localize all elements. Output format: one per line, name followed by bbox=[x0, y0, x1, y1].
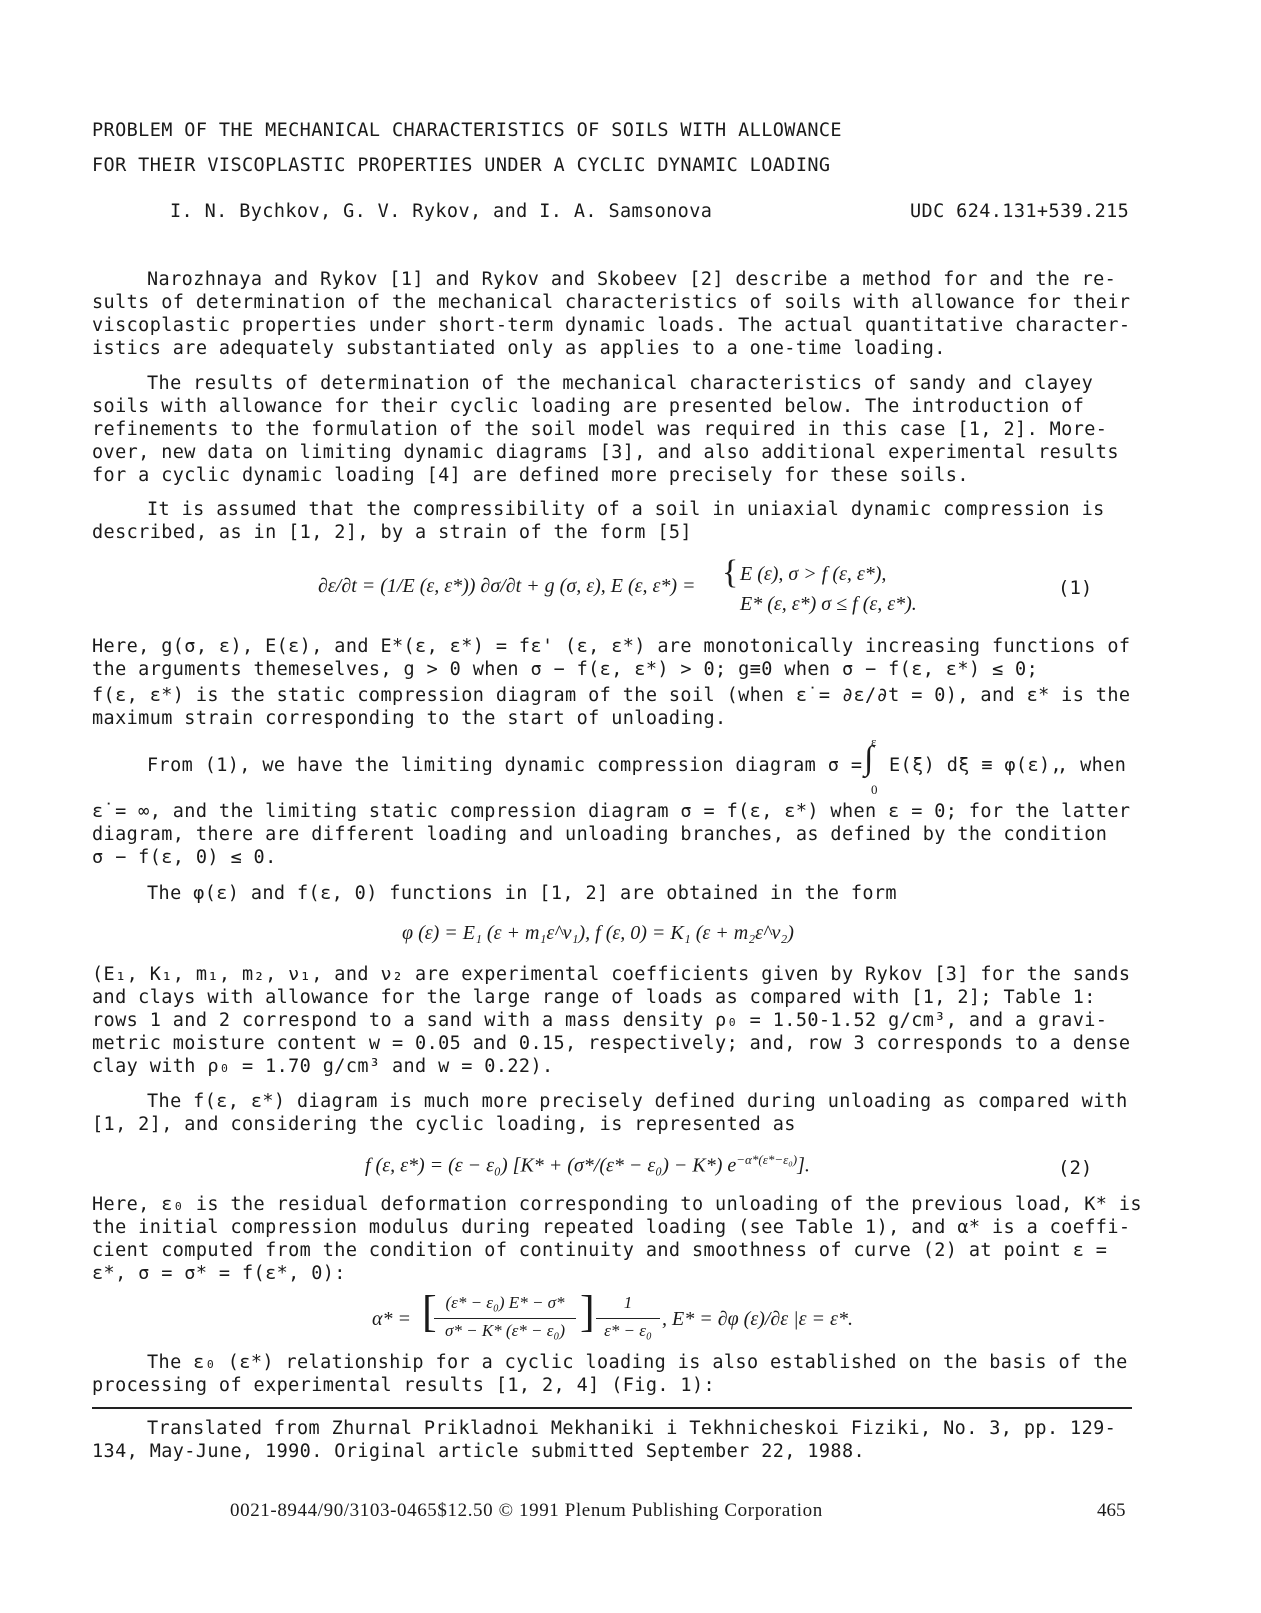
publication-code: 0021-8944/90/3103-0465$12.50 © 1991 Plenum Publishing Corporation bbox=[230, 1500, 823, 1521]
equation-phi: φ (ε) = E₁ (ε + m₁ε^ν₁), f (ε, 0) = K₁ (ε + m₂ε^ν₂) bbox=[402, 922, 794, 944]
paragraph-residual: Here, ε₀ is the residual deformation corresponding to unloading of the previous load, K* is the initial compression modulus during repeated loading (see Table 1), and α* is a coeffi- cient computed from the condition of continuity and smoothness of curve (2) at point ε = ε*, σ = σ* = f(ε*, 0): bbox=[92, 1194, 1142, 1284]
equation-1-case-1: E (ε), σ > f (ε, ε*), bbox=[740, 563, 887, 585]
equation-3-fraction2-numerator: 1 bbox=[623, 1293, 633, 1312]
paper-title-line-2: FOR THEIR VISCOPLASTIC PROPERTIES UNDER A CYCLIC DYNAMIC LOADING bbox=[92, 155, 831, 176]
integral-lower-limit: 0 bbox=[871, 782, 878, 797]
paragraph-results: The results of determination of the mechanical characteristics of sandy and clayey soils with allowance for their cyclic loading are presented below. The introduction of refinements to the formulation of the soil model was required in this case [1, 2]. More- over, new data on limiting dynamic diagrams [3], and also additional experimental results for a cyclic dynamic loading [4] are defined more precisely for these soils. bbox=[92, 373, 1119, 486]
equation-3-fraction-bar bbox=[434, 1318, 576, 1319]
udc-code: UDC 624.131+539.215 bbox=[910, 201, 1130, 222]
paragraph-intro: Narozhnaya and Rykov [1] and Rykov and Skobeev [2] describe a method for and the re- sults of determination of the mechanical characteristics of soils with allowance for their viscoplastic properties under short-term dynamic loads. The actual quantitative character- istics are adequately substantiated only as applies to a one-time loading. bbox=[92, 269, 1131, 359]
paragraph-unloading: The f(ε, ε*) diagram is much more precisely defined during unloading as compared with [1, 2], and considering the cyclic loading, is represented as bbox=[92, 1091, 1128, 1135]
equation-1-number: (1) bbox=[1058, 577, 1093, 599]
page-number: 465 bbox=[1097, 1500, 1126, 1521]
equation-3-denominator: σ* − K* (ε* − ε₀) bbox=[444, 1321, 566, 1340]
equation-3-bracket-left: [ bbox=[422, 1287, 437, 1336]
authors: I. N. Bychkov, G. V. Rykov, and I. A. Samsonova bbox=[170, 201, 713, 222]
paragraph-functions: The φ(ε) and f(ε, 0) functions in [1, 2] are obtained in the form bbox=[147, 883, 897, 904]
paragraph-limiting-first-line: From (1), we have the limiting dynamic compression diagram σ = bbox=[147, 755, 863, 776]
equation-3-fraction2-bar bbox=[596, 1318, 660, 1319]
footnote-divider bbox=[92, 1407, 1132, 1409]
equation-1-brace: { bbox=[722, 554, 739, 591]
equation-3-bracket-right: ] bbox=[580, 1287, 595, 1336]
integral-upper-limit: ε bbox=[871, 734, 877, 749]
paragraph-assumption: It is assumed that the compressibility of a soil in uniaxial dynamic compression is described, as in [1, 2], by a strain of the form [5] bbox=[92, 499, 1105, 543]
equation-1-case-2: E* (ε, ε*) σ ≤ f (ε, ε*). bbox=[740, 593, 917, 615]
equation-2-number: (2) bbox=[1058, 1157, 1093, 1179]
equation-3-fraction2-denominator: ε* − ε₀ bbox=[604, 1321, 652, 1340]
paragraph-definitions: Here, g(σ, ε), E(ε), and E*(ε, ε*) = fε' (ε, ε*) are monotonically increasing functions of the arguments themeselves, g > 0 when σ − f(ε, ε*) > 0; g≡0 when σ − f(ε, ε*) ≤ 0; f(ε, ε*) is the static compression diagram of the soil (when ε̇ = ∂ε/∂t = 0), and ε* is the maximum strain corresponding to the start of unloading. bbox=[92, 636, 1131, 729]
integral-expression: E(ξ) dξ ≡ φ(ε), bbox=[889, 755, 1063, 776]
paragraph-coefficients: (E₁, K₁, m₁, m₂, ν₁, and ν₂ are experimental coefficients given by Rykov [3] for the sands and clays with allowance for the large range of loads as compared with [1, 2]; Table 1: rows 1 and 2 correspond to a sand with a mass density ρ₀ = 1.50-1.52 g/cm³, and a gravi- metric moisture content w = 0.05 and 0.15, respectively; and, row 3 corresponds to a dense clay with ρ₀ = 1.70 g/cm³ and w = 0.22). bbox=[92, 964, 1131, 1077]
equation-2: f (ε, ε*) = (ε − ε₀) [K* + (σ*/(ε* − ε₀) − K*) $e^{-\alpha*(\varepsilon*-\varepsilon_0)}$]. bbox=[365, 1152, 810, 1177]
paragraph-limiting: ε̇ = ∞, and the limiting static compression diagram σ = f(ε, ε*) when ε = 0; for the latter diagram, there are different loading and unloading branches, as defined by the condition σ − f(ε, 0) ≤ 0. bbox=[92, 801, 1131, 868]
equation-3-numerator: (ε* − ε₀) E* − σ* bbox=[445, 1293, 565, 1312]
paragraph-limiting-when: , when bbox=[1057, 755, 1127, 776]
equation-3-lhs: α* = bbox=[372, 1308, 411, 1330]
equation-1-lhs: ∂ε/∂t = (1/E (ε, ε*)) ∂σ/∂t + g (σ, ε), E (ε, ε*) = bbox=[318, 575, 696, 597]
equation-3-rhs: , E* = ∂φ (ε)/∂ε |ε = ε*. bbox=[662, 1308, 853, 1330]
paragraph-relationship: The ε₀ (ε*) relationship for a cyclic loading is also established on the basis of the processing of experimental results [1, 2, 4] (Fig. 1): bbox=[92, 1352, 1128, 1396]
paper-title-line-1: PROBLEM OF THE MECHANICAL CHARACTERISTICS OF SOILS WITH ALLOWANCE bbox=[92, 120, 842, 141]
integral-sign: ∫ bbox=[864, 740, 874, 777]
footnote-translation: Translated from Zhurnal Prikladnoi Mekhaniki i Tekhnicheskoi Fiziki, No. 3, pp. 129- 134, May-June, 1990. Original article submitted September 22, 1988. bbox=[92, 1418, 1117, 1462]
